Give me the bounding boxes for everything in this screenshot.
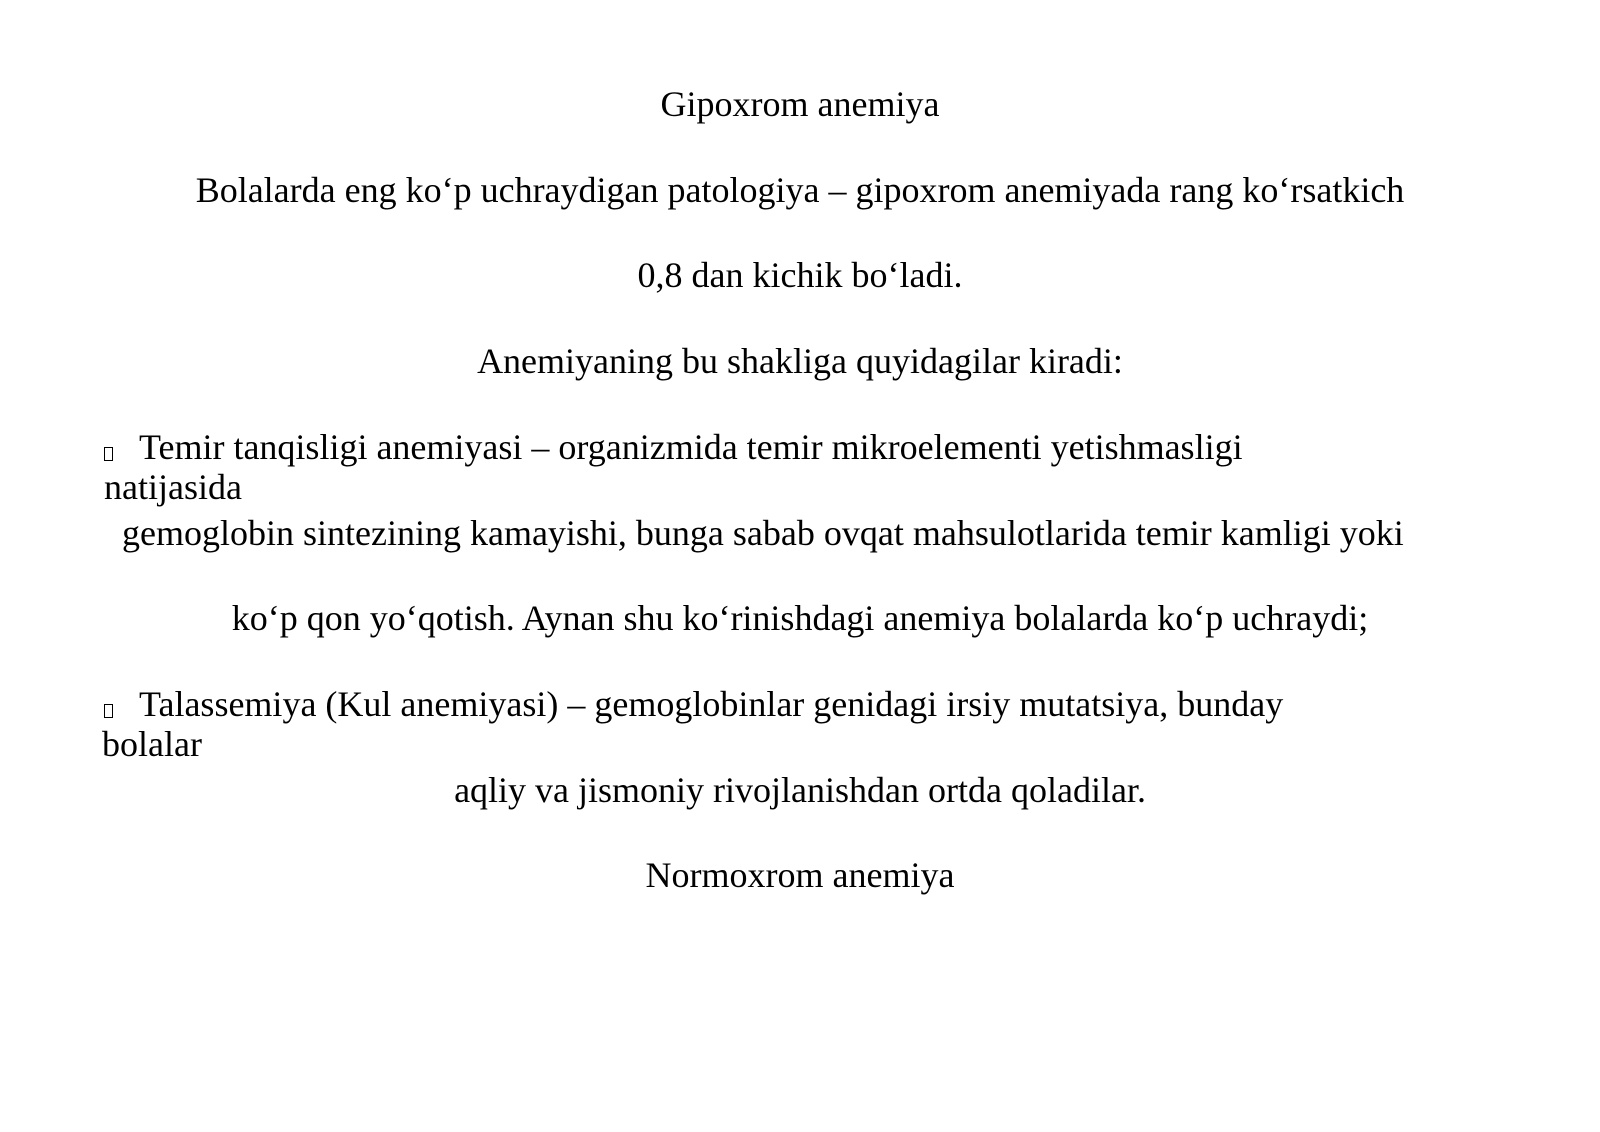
list-heading: Anemiyaning bu shakliga quyidagilar kiradi: — [477, 341, 1123, 381]
list-item-text: Talassemiya (Kul anemiyasi) – gemoglobinlar genidagi irsiy mutatsiya, bunday — [139, 684, 1284, 724]
intro-line-2: 0,8 dan kichik bo‘ladi. — [637, 255, 963, 295]
list-item-text: Temir tanqisligi anemiyasi – organizmida temir mikroelementi yetishmasligi — [139, 427, 1243, 467]
list-item-continuation: gemoglobin sintezining kamayishi, bunga sabab ovqat mahsulotlarida temir kamligi yoki — [122, 513, 1404, 553]
intro-line-1: Bolalarda eng ko‘p uchraydigan patologiya – gipoxrom anemiyada rang ko‘rsatkich — [195, 170, 1405, 210]
page-title: Gipoxrom anemiya — [660, 84, 940, 124]
list-item-iron-deficiency — [104, 427, 1243, 467]
list-item-continuation: ko‘p qon yo‘qotish. Aynan shu ko‘rinishdagi anemiya bolalarda ko‘p uchraydi; — [231, 598, 1369, 638]
list-item-continuation: natijasida — [104, 467, 242, 507]
list-item-continuation: bolalar — [102, 724, 202, 764]
bullet-icon — [104, 447, 113, 461]
bullet-icon — [104, 704, 113, 718]
list-item-continuation: aqliy va jismoniy rivojlanishdan ortda qoladilar. — [454, 770, 1146, 810]
section-heading: Normoxrom anemiya — [645, 855, 955, 895]
list-item-thalassemia — [104, 684, 1283, 724]
